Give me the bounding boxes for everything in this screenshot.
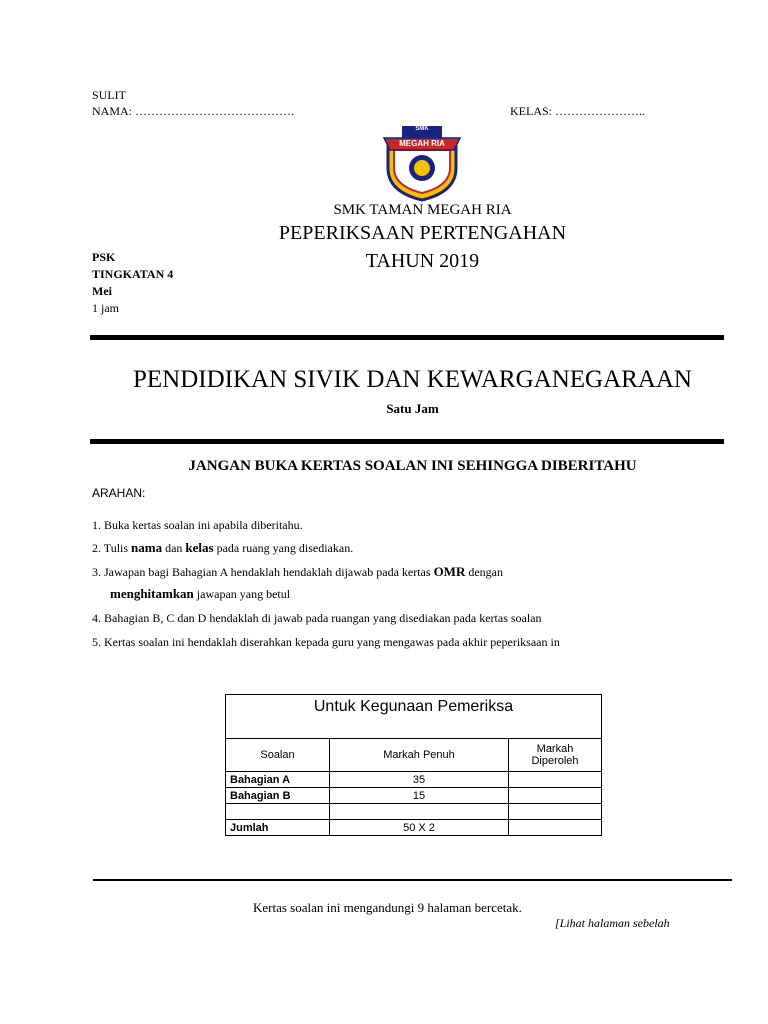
table-cell: Jumlah bbox=[226, 820, 330, 836]
instruction-2-bold-nama: nama bbox=[131, 540, 163, 555]
warning-text: JANGAN BUKA KERTAS SOALAN INI SEHINGGA DIBERITAHU bbox=[188, 458, 637, 474]
instruction-2-bold-kelas: kelas bbox=[185, 540, 214, 555]
subject-code: PSK bbox=[92, 250, 116, 264]
next-page-note: [Lihat halaman sebelah bbox=[555, 916, 670, 930]
exam-year: TAHUN 2019 bbox=[365, 250, 480, 272]
table-cell[interactable] bbox=[509, 788, 602, 804]
instruction-1: 1. Buka kertas soalan ini apabila diberitahu. bbox=[92, 518, 303, 532]
examiner-table bbox=[225, 694, 602, 836]
exam-title: PEPERIKSAAN PERTENGAHAN bbox=[278, 222, 567, 244]
table-cell bbox=[330, 804, 509, 820]
nama-field[interactable]: NAMA: …………………………………. bbox=[92, 104, 295, 118]
instruction-2-text-mid: dan bbox=[162, 541, 186, 555]
instruction-3-bold-menghitamkan: menghitamkan bbox=[110, 586, 194, 601]
table-row bbox=[226, 788, 602, 804]
instruction-3-text-cont: jawapan yang betul bbox=[193, 587, 291, 601]
table-row bbox=[226, 772, 602, 788]
pages-note: Kertas soalan ini mengandungi 9 halaman bercetak. bbox=[253, 900, 522, 915]
table-cell[interactable] bbox=[509, 820, 602, 836]
table-cell: Bahagian B bbox=[226, 788, 330, 804]
header-soalan: Soalan bbox=[226, 739, 330, 772]
instruction-3-bold-omr: OMR bbox=[433, 564, 466, 579]
instruction-3-text: 3. Jawapan bagi Bahagian A hendaklah hendaklah dijawab pada kertas bbox=[92, 565, 434, 579]
exam-month: Mei bbox=[92, 284, 112, 298]
table-cell: Bahagian A bbox=[226, 772, 330, 788]
table-cell: 15 bbox=[330, 788, 509, 804]
table-row bbox=[226, 820, 602, 836]
school-crest-logo bbox=[382, 124, 462, 202]
table-cell[interactable] bbox=[509, 804, 602, 820]
form-level: TINGKATAN 4 bbox=[92, 267, 174, 281]
sulit-label: SULIT bbox=[92, 88, 126, 102]
kelas-field[interactable]: KELAS: ………………….. bbox=[510, 104, 645, 118]
table-cell[interactable] bbox=[509, 772, 602, 788]
instruction-5: 5. Kertas soalan ini hendaklah diserahkan kepada guru yang mengawas pada akhir peperiksaan in bbox=[92, 635, 560, 649]
subject-title: PENDIDIKAN SIVIK DAN KEWARGANEGARAAN bbox=[133, 366, 692, 393]
bottom-divider bbox=[93, 879, 732, 881]
crest-text-banner: MEGAH RIA bbox=[399, 139, 445, 148]
instruction-4: 4. Bahagian B, C dan D hendaklah di jawab pada ruangan yang disediakan pada kertas soalan bbox=[92, 611, 542, 625]
instruction-2-text-end: pada ruang yang disediakan. bbox=[213, 541, 354, 555]
instruction-3-continued bbox=[110, 587, 290, 601]
instruction-2-text: 2. Tulis bbox=[92, 541, 132, 555]
table-cell: 50 X 2 bbox=[330, 820, 509, 836]
subject-time: Satu Jam bbox=[386, 401, 439, 416]
middle-divider bbox=[90, 439, 724, 444]
crest-text-top: SMK bbox=[415, 126, 429, 132]
table-title: Untuk Kegunaan Pemeriksa bbox=[226, 695, 602, 739]
instruction-3 bbox=[92, 565, 503, 579]
table-row bbox=[226, 804, 602, 820]
header-markah-penuh: Markah Penuh bbox=[330, 739, 509, 772]
top-divider bbox=[90, 335, 724, 340]
instruction-2 bbox=[92, 541, 353, 555]
arahan-label: ARAHAN: bbox=[92, 486, 146, 500]
exam-duration: 1 jam bbox=[92, 301, 119, 315]
table-cell bbox=[226, 804, 330, 820]
header-markah-diperoleh: Markah Diperoleh bbox=[509, 739, 602, 772]
instruction-3-text-end: dengan bbox=[465, 565, 503, 579]
school-name: SMK TAMAN MEGAH RIA bbox=[333, 202, 512, 218]
table-cell: 35 bbox=[330, 772, 509, 788]
